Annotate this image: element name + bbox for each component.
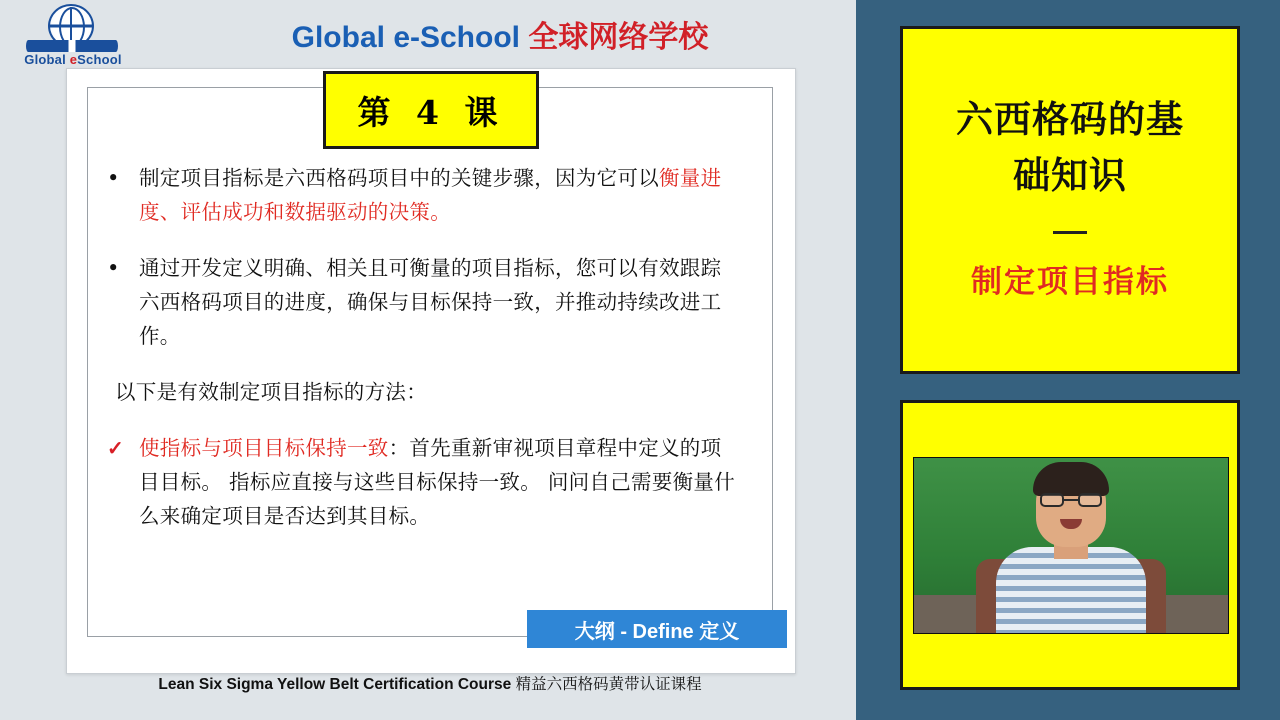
topic-title-card	[900, 26, 1240, 374]
presenter-body	[996, 547, 1146, 633]
brand-title-cn: 全球网络学校	[528, 21, 709, 54]
checked-bullet-item	[107, 431, 739, 533]
title-divider	[1053, 231, 1087, 234]
glasses-icon	[1040, 493, 1102, 507]
logo-label-global: Global	[24, 52, 70, 67]
bullet-segment-highlight: 衡量进度、评估成功和数据驱动的决策	[139, 166, 722, 224]
logo-label-e: e	[69, 52, 78, 67]
course-footer-en: Lean Six Sigma Yellow Belt Certification Course	[158, 676, 516, 693]
presenter-hair	[1033, 462, 1109, 496]
section-tag: 大纲 - Define 定义	[527, 610, 787, 648]
checked-bullet-lead: 使指标与项目目标保持一致	[139, 436, 389, 460]
brand-title	[150, 12, 850, 56]
slide-body	[107, 161, 739, 555]
logo-label-school: School	[77, 52, 122, 67]
presenter-video-frame[interactable]	[900, 400, 1240, 690]
bullet-item	[107, 251, 739, 353]
intro-line: 以下是有效制定项目指标的方法：	[115, 380, 427, 404]
brand-title-en: Global e-School	[291, 21, 529, 54]
topic-title-line2: 础知识	[1013, 153, 1127, 197]
book-icon	[26, 40, 118, 52]
bullet-marker: •	[107, 166, 120, 190]
checked-bullet-text	[139, 431, 739, 533]
lesson-badge: 第 4 课	[323, 71, 539, 149]
slide-card	[66, 68, 796, 674]
bullet-text	[139, 161, 739, 229]
bullet-item	[107, 161, 739, 229]
brand-header	[0, 0, 856, 72]
checked-bullet-body: ：首先重新审视项目章程中定义的项目目标。 指标应直接与这些目标保持一致。 问问自己需要衡量什么来确定项目是否达到其目标。	[139, 436, 736, 528]
presenter-video[interactable]	[913, 457, 1229, 634]
check-marker-icon: ✓	[107, 436, 124, 460]
topic-subtitle: 制定项目指标	[971, 264, 1169, 300]
bullet-segment-end: 。	[430, 200, 452, 224]
logo-label	[18, 52, 128, 67]
bullet-marker: •	[107, 256, 120, 280]
course-footer	[66, 672, 794, 694]
bullet-segment: 通过开发定义明确、相关且可衡量的项目指标，您可以有效跟踪六西格码项目的进度，确保与目标保持一致，并推动持续改进工作。	[139, 256, 722, 348]
bullet-text	[139, 251, 739, 353]
course-footer-cn: 精益六西格码黄带认证课程	[515, 676, 702, 693]
global-eschool-logo	[18, 2, 128, 68]
right-panel	[856, 0, 1280, 720]
bullet-segment: 制定项目指标是六西格码项目中的关键步骤，因为它可以	[139, 166, 659, 190]
topic-title	[956, 91, 1184, 203]
topic-title-line1: 六西格码的基	[956, 97, 1184, 141]
